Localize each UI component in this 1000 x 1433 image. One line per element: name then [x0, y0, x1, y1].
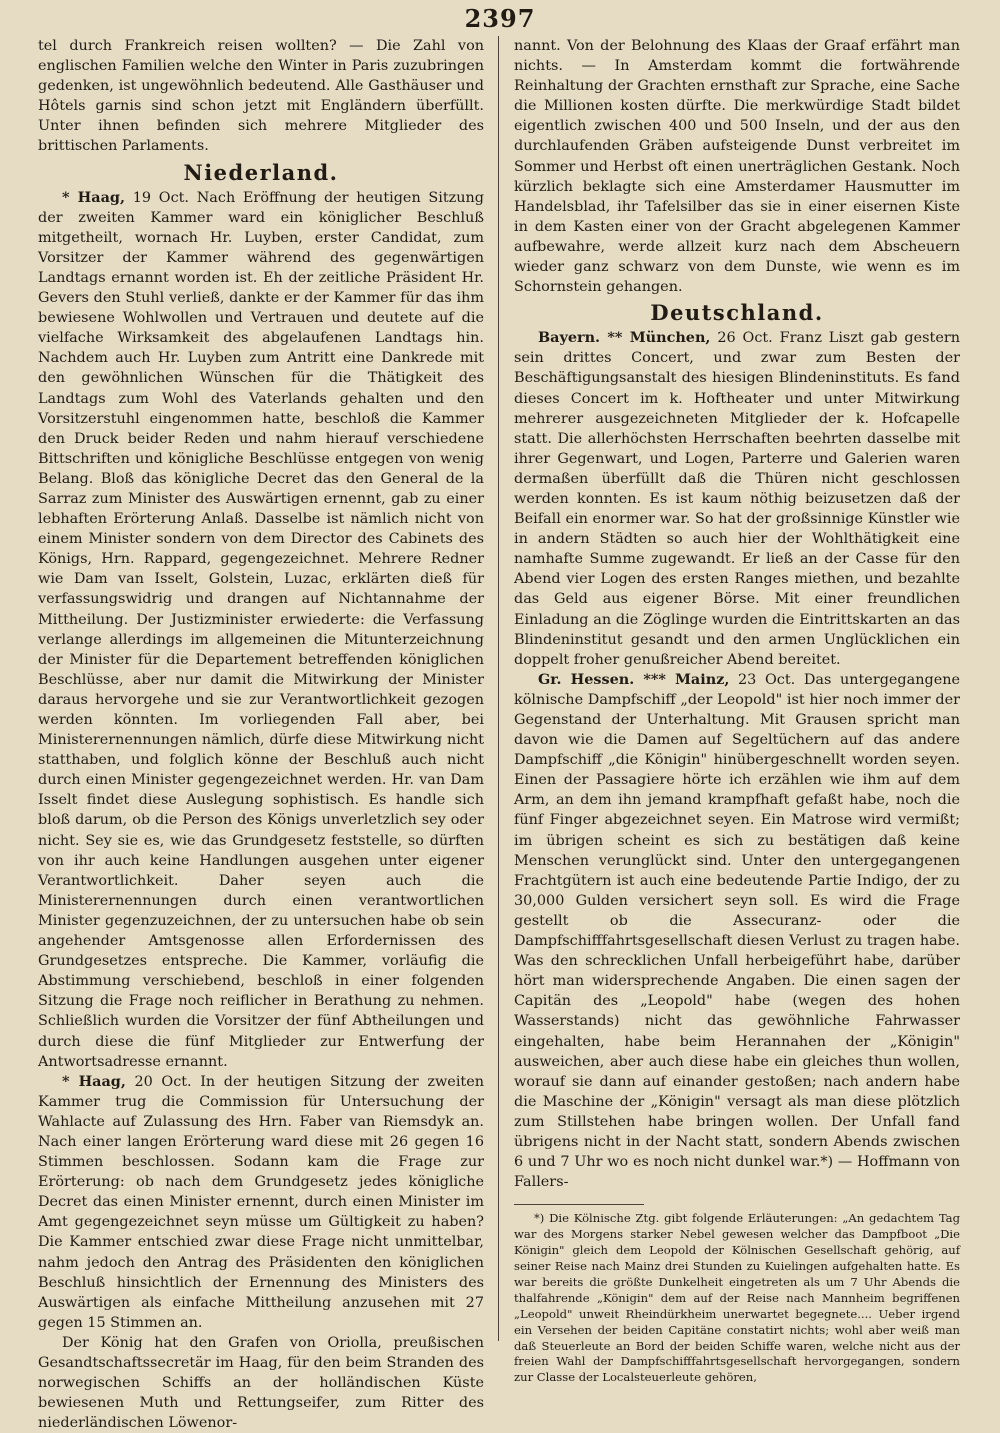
dateline: Gr. Hessen. *** Mainz, [538, 670, 730, 688]
footnote-text: *) Die Kölnische Ztg. gibt folgende Erläuterungen: „An gedachtem Tag war des Morgens starker Nebel gewesen welcher das Dampfboot „Die Königin" gleich dem Leopold der Kölnischen Gesellschaft gehörig, auf seiner Reise nach Mainz drei Stunden zu Kuielingen aufgehalten hatte. Es war bereits die größte Dunkelheit eingetreten als um 7 Uhr Abends die thalfahrende „Königin" dem auf der Reise nach Mannheim begriffenen „Leopold" unweit Rheindürkheim unerwartet begegnete.... Ueber irgend ein Versehen der beiden Capitäne constatirt nichts; wohl aber weiß man daß Steuerleute an Bord der beiden Schiffe waren, welche nicht aus der freien Wahl der Dampfschifffahrtsgesellschaft hervorgegangen, sondern zur Classe der Localsteuerleute gehören, [514, 1211, 960, 1385]
article-text: 23 Oct. Das untergegangene kölnische Dampfschiff „der Leopold" ist hier noch immer der Gegenstand der Unterhaltung. Mit Grausen spricht man davon wie die Damen auf Segeltüchern auf das andere Dampfschiff „die Königin" hinübergeschnellt worden seyen. Einen der Passagiere hörte ich erzählen wie ihm auf dem Arm, an dem ihn jemand krampfhaft gefaßt habe, noch die fünf Finger abgezeichnet seyen. Ein Matrose wird vermißt; im übrigen scheint es sich zu bestätigen daß keine Menschen verunglückt sind. Unter den untergegangenen Frachtgütern ist auch eine bedeutende Partie Indigo, der zu 30,000 Gulden versichert seyn soll. Es wird die Frage gestellt ob die Assecuranz- oder die Dampfschifffahrtsgesellschaft diesen Verlust zu tragen habe. Was den schrecklichen Unfall herbeigeführt habe, darüber hört man widersprechende Angaben. Die einen sagen der Capitän des „Leopold" habe (wegen des hohen Wasserstands) nicht das gewöhnliche Fahrwasser eingehalten, habe beim Herannahen der „Königin" ausweichen, aber auch diese habe ein gleiches thun wollen, worauf sie dann auf einander gestoßen; nach andern habe die Maschine der „Königin" versagt als man diese plötzlich zum Stillstehen habe bringen wollen. Der Unfall fand übrigens nicht in der Nacht statt, sondern Abends zwischen 6 und 7 Uhr wo es noch nicht dunkel war.*) — Hoffmann von Fallers- [514, 671, 961, 1191]
article-paragraph: nannt. Von der Belohnung des Klaas der Graaf erfährt man nichts. — In Amsterdam kommt die fortwährende Reinhaltung der Grachten ernsthaft zur Sprache, eine Sache die Millionen kosten dürfte. Die merkwürdige Stadt bildet eigentlich zwischen 400 und 500 Inseln, und der aus den durchlaufenden Gräben aufsteigende Dunst verbreitet im Sommer und Herbst oft einen unerträglichen Gestank. Noch kürzlich beklagte sich eine Amsterdamer Hausmutter im Handelsblad, ihr Tafelsilber das sie in einer eisernen Kiste in dem Kasten einer von der Gracht abgelegenen Kammer aufbewahre, werde allzeit kurz nach dem Abscheuern wieder ganz schwarz von dem Dunste, wie wenn es im Schornstein gehangen. [514, 38, 960, 296]
article-paragraph [514, 670, 960, 1192]
article-text: 26 Oct. Franz Liszt gab gestern sein drittes Concert, und zwar zum Besten der Beschäftigungsanstalt des hiesigen Blindeninstituts. Es fand dieses Concert im k. Hoftheater und unter Mitwirkung mehrerer ausgezeichneten Mitglieder der k. Hofcapelle statt. Die allerhöchsten Herrschaften beehrten dasselbe mit ihrer Gegenwart, und Logen, Parterre und Galerien waren dermaßen überfüllt daß die Thüren nicht geschlossen werden konnten. Es ist kaum nöthig beizusetzen daß der Beifall ein enormer war. So hat der großsinnige Künstler wie in andern Städten so auch hier der Wohlthätigkeit eine namhafte Summe zugewandt. Er ließ an der Casse für den Abend vier Logen des ersten Ranges miethen, und bezahlte das Geld aus eigener Börse. Mit einer freundlichen Einladung an die Zöglinge wurden die Eintrittskarten an das Blindeninstitut gesandt und den armen Unglücklichen ein doppelt froher genußreicher Abend bereitet. [514, 330, 960, 668]
footnote [514, 1211, 960, 1386]
dateline: Bayern. ** München, [538, 329, 711, 347]
section-heading-niederland: Niederland. [183, 159, 339, 185]
article-paragraph: Der König hat den Grafen von Oriolla, preußischen Gesandtschaftssecretär im Haag, für den beim Stranden des norwegischen Schiffs an der holländischen Küste bewiesenen Muth und Rettungseifer, zum Ritter des niederländischen Löwenor- [38, 1334, 484, 1432]
footnote-divider [514, 1204, 644, 1205]
page-number: 2397 [464, 4, 536, 33]
right-column [514, 36, 961, 1385]
article-paragraph [38, 188, 484, 1072]
left-column [38, 36, 485, 1432]
column-divider [498, 36, 499, 1341]
article-paragraph [38, 1072, 484, 1333]
dateline: * Haag, [62, 188, 126, 206]
dateline: * Haag, [62, 1072, 126, 1090]
article-paragraph [514, 328, 960, 670]
section-heading-deutschland: Deutschland. [650, 300, 824, 326]
article-paragraph: tel durch Frankreich reisen wollten? — Die Zahl von englischen Familien welche den Winter in Paris zuzubringen gedenken, ist ungewöhnlich bedeutend. Alle Gasthäuser und Hôtels garnis sind schon jetzt mit Engländern überfüllt. Unter ihnen befinden sich mehrere Mitglieder des brittischen Parlaments. [38, 38, 484, 155]
article-text: 19 Oct. Nach Eröffnung der heutigen Sitzung der zweiten Kammer ward ein königlicher Beschluß mitgetheilt, wornach Hr. Luyben, erster Candidat, zum Vorsitzer der Kammer während des gegenwärtigen Landtags ernannt worden ist. Eh der zeitliche Präsident Hr. Gevers den Stuhl verließ, dankte er der Kammer für das ihm bewiesene Wohlwollen und Vertrauen und deutete auf die vielfache Wirksamkeit des abgelaufenen Landtags hin. Nachdem auch Hr. Luyben zum Antritt eine Dankrede mit den gewöhnlichen Wünschen für die Thätigkeit des Landtags zum Wohl des Vaterlands gehalten und den Vorsitzerstuhl eingenommen hatte, beschloß die Kammer den Druck beider Reden und nahm hierauf verschiedene Bittschriften und königliche Beschlüsse entgegen von wenig Belang. Bloß das königliche Decret das den General de la Sarraz zum Minister des Auswärtigen ernennt, gab zu einer lebhaften Erörterung Anlaß. Dasselbe ist nämlich nicht von einem Minister sondern von dem Director des Cabinets des Königs, Hrn. Rappard, gegengezeichnet. Mehrere Redner wie Dam van Isselt, Golstein, Luzac, erklärten dieß für verfassungswidrig und drangen auf Nichtannahme der Mittheilung. Der Justizminister erwiederte: die Verfassung verlange allerdings im allgemeinen die Mitunterzeichnung der Minister für die Departement betreffenden königlichen Beschlüsse, aber nur damit die Mitwirkung der Minister daraus hervorgehe und sie zur Verantwortlichkeit gezogen werden könnten. Im vorliegenden Fall aber, bei Ministerernennungen nämlich, dürfe diese Mitwirkung nicht statthaben, und folglich könne der Beschluß auch nicht durch einen Minister gegengezeichnet werden. Hr. van Dam Isselt findet diese Auslegung sophistisch. Es handle sich bloß darum, ob die Person des Königs unverletzlich sey oder nicht. Sey sie es, wie das Grundgesetz feststelle, so dürften von ihr auch keine Handlungen ausgehen unter eigener Verantwortlichkeit. Daher seyen auch die Ministerernennungen durch einen verantwortlichen Minister gegenzuzeichnen, der zu untersuchen habe ob sein angehender Amtsgenosse allen Erfordernissen des Grundgesetzes entspreche. Die Kammer, vorläufig die Abstimmung verschiebend, beschloß in einer folgenden Sitzung die Frage noch reiflicher in Berathung zu nehmen. Schließlich wurden die Vorsitzer der fünf Abtheilungen und durch diese die fünf Mitglieder zur Entwerfung der Antwortsadresse ernannt. [38, 189, 485, 1070]
article-text: 20 Oct. In der heutigen Sitzung der zweiten Kammer trug die Commission für Untersuchung der Wahlacte auf Zulassung des Hrn. Faber van Riemsdyk an. Nach einer langen Erörterung ward diese mit 26 gegen 16 Stimmen beschlossen. Sodann kam die Frage zur Erörterung: ob nach dem Grundgesetz jedes königliche Decret das einen Minister ernennt, durch einen Minister im Amt gegengezeichnet seyn müsse um Gültigkeit zu haben? Die Kammer entschied zwar diese Frage nicht unmittelbar, nahm jedoch den Antrag des Präsidenten den königlichen Beschluß hinsichtlich der Ernennung des Ministers des Auswärtigen als einfache Mittheilung anzusehen mit 27 gegen 15 Stimmen an. [38, 1073, 484, 1331]
